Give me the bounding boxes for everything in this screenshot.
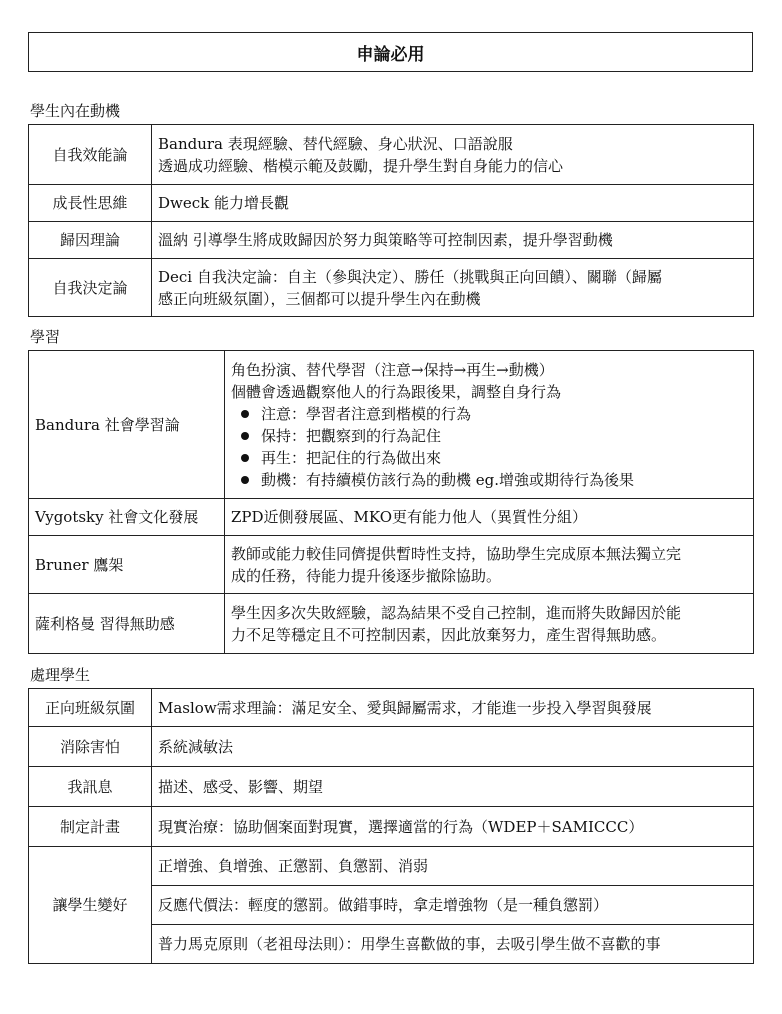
bullet-icon bbox=[241, 454, 249, 462]
row-term: 讓學生變好 bbox=[29, 847, 152, 964]
handling-table bbox=[28, 688, 754, 964]
bullet-item bbox=[231, 469, 747, 491]
row-content bbox=[152, 886, 754, 925]
table-row bbox=[29, 767, 754, 807]
table-row bbox=[29, 351, 754, 499]
content-line: 反應代價法：輕度的懲罰。做錯事時，拿走增強物（是一種負懲罰） bbox=[158, 896, 609, 914]
table-row bbox=[29, 536, 754, 594]
content-line: 透過成功經驗、楷模示範及鼓勵，提升學生對自身能力的信心 bbox=[158, 156, 564, 175]
row-term: 消除害怕 bbox=[29, 727, 152, 767]
bullet-text: 保持：把觀察到的行為記住 bbox=[261, 426, 442, 445]
bullet-text: 再生：把記住的行為做出來 bbox=[261, 448, 442, 467]
row-content bbox=[152, 925, 754, 964]
learning-table bbox=[28, 350, 754, 654]
content-line: 現實治療：協助個案面對現實，選擇適當的行為（WDEP＋SAMICCC） bbox=[158, 817, 644, 836]
bullet-icon bbox=[241, 410, 249, 418]
row-content bbox=[225, 499, 754, 536]
row-term: 薩利格曼 習得無助感 bbox=[29, 594, 225, 654]
table-row bbox=[29, 807, 754, 847]
row-term: Bruner 鷹架 bbox=[29, 536, 225, 594]
row-term: 自我決定論 bbox=[29, 259, 152, 317]
row-content bbox=[152, 222, 754, 259]
section-heading-handling: 處理學生 bbox=[30, 666, 91, 684]
table-row bbox=[29, 594, 754, 654]
row-content bbox=[152, 185, 754, 222]
content-line: ZPD近側發展區、MKO更有能力他人（異質性分組） bbox=[231, 508, 588, 526]
content-line: 個體會透過觀察他人的行為跟後果，調整自身行為 bbox=[231, 382, 562, 401]
table-row bbox=[29, 185, 754, 222]
bullet-item bbox=[231, 425, 747, 447]
bullet-item bbox=[231, 447, 747, 469]
bullet-icon bbox=[241, 432, 249, 440]
bullet-text: 注意：學習者注意到楷模的行為 bbox=[261, 404, 472, 423]
section-heading-motivation: 學生內在動機 bbox=[30, 102, 121, 120]
table-row bbox=[29, 222, 754, 259]
row-term: 成長性思維 bbox=[29, 185, 152, 222]
content-line: 描述、感受、影響、期望 bbox=[158, 777, 324, 796]
row-content bbox=[225, 536, 754, 594]
row-term: 歸因理論 bbox=[29, 222, 152, 259]
content-line: 學生因多次失敗經驗，認為結果不受自己控制，進而將失敗歸因於能 bbox=[231, 603, 682, 622]
row-term: 制定計畫 bbox=[29, 807, 152, 847]
content-line: 溫納 引導學生將成敗歸因於努力與策略等可控制因素，提升學習動機 bbox=[158, 231, 613, 249]
bullet-icon bbox=[241, 476, 249, 484]
content-line: 角色扮演、替代學習（注意→保持→再生→動機） bbox=[231, 360, 554, 379]
content-line: 普力馬克原則（老祖母法則）：用學生喜歡做的事，去吸引學生做不喜歡的事 bbox=[158, 935, 661, 953]
content-line: 教師或能力較佳同儕提供暫時性支持，協助學生完成原本無法獨立完 bbox=[231, 544, 682, 563]
page-title: 申論必用 bbox=[28, 32, 753, 72]
table-row bbox=[29, 125, 754, 185]
row-content bbox=[152, 689, 754, 727]
bullet-item bbox=[231, 403, 747, 425]
table-row bbox=[29, 499, 754, 536]
motivation-table bbox=[28, 124, 754, 317]
row-term: 我訊息 bbox=[29, 767, 152, 807]
row-term: Vygotsky 社會文化發展 bbox=[29, 499, 225, 536]
row-term: 自我效能論 bbox=[29, 125, 152, 185]
content-line: 感正向班級氛圍），三個都可以提升學生內在動機 bbox=[158, 289, 481, 308]
content-line: 成的任務，待能力提升後逐步撤除協助。 bbox=[231, 566, 502, 585]
section-heading-learning: 學習 bbox=[30, 328, 61, 346]
row-content bbox=[152, 847, 754, 886]
row-content bbox=[152, 807, 754, 847]
content-line: 系統減敏法 bbox=[158, 737, 234, 756]
row-content bbox=[225, 594, 754, 654]
row-term: Bandura 社會學習論 bbox=[29, 351, 225, 499]
table-row bbox=[29, 727, 754, 767]
bullet-text: 動機：有持續模仿該行為的動機 eg.增強或期待行為後果 bbox=[261, 470, 635, 489]
content-line: 力不足等穩定且不可控制因素，因此放棄努力，產生習得無助感。 bbox=[231, 625, 667, 644]
row-content bbox=[152, 767, 754, 807]
content-line: Bandura 表現經驗、替代經驗、身心狀況、口語說服 bbox=[158, 134, 513, 153]
content-line: Dweck 能力增長觀 bbox=[158, 194, 290, 212]
table-row bbox=[29, 847, 754, 886]
row-term: 正向班級氛圍 bbox=[29, 689, 152, 727]
row-content bbox=[152, 727, 754, 767]
content-line: Deci 自我決定論：自主（參與決定）、勝任（挑戰與正向回饋）、關聯（歸屬 bbox=[158, 267, 662, 286]
row-content bbox=[225, 351, 754, 499]
table-row bbox=[29, 689, 754, 727]
table-row bbox=[29, 259, 754, 317]
row-content bbox=[152, 259, 754, 317]
row-content bbox=[152, 125, 754, 185]
content-line: Maslow需求理論：滿足安全、愛與歸屬需求，才能進一步投入學習與發展 bbox=[158, 698, 652, 717]
content-line: 正增強、負增強、正懲罰、負懲罰、消弱 bbox=[158, 857, 429, 875]
